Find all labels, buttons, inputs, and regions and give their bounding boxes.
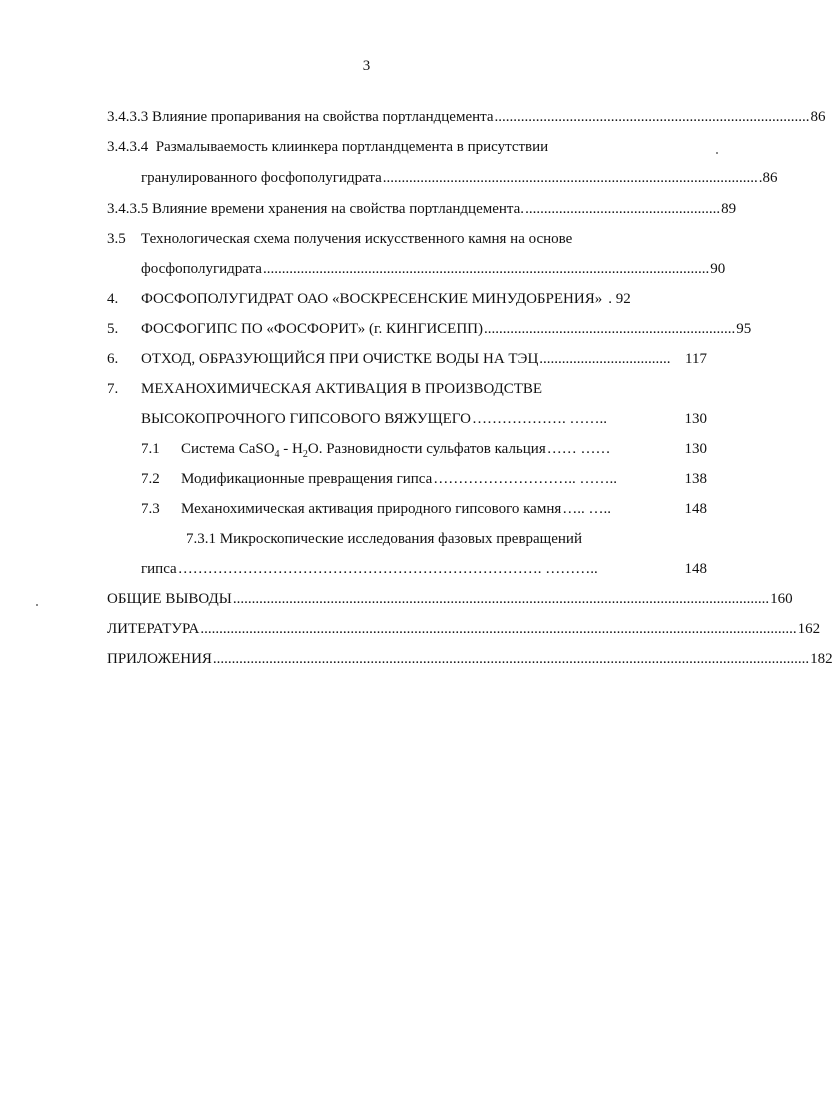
entry-title: Влияние времени хранения на свойства портландцемента. [152, 201, 525, 217]
entry-title-part: - H [279, 441, 303, 457]
dot-leader: …… …… [546, 441, 611, 457]
entry-page: 117 [685, 351, 707, 367]
dot-leader: ………………………………………………………………. ……….. [177, 561, 598, 577]
entry-title: Микроскопические исследования фазовых превращений [219, 531, 582, 547]
entry-number: 7.1 [141, 441, 160, 457]
entry-title: ПРИЛОЖЕНИЯ [107, 651, 212, 667]
toc-entry [141, 500, 707, 518]
entry-page: .86 [758, 170, 778, 186]
entry-number: 3.4.3.3 [107, 109, 149, 125]
entry-number: 3.5 [107, 231, 126, 247]
dot-leader: ............................................................................................................................................................... [212, 651, 810, 667]
subscript: 4 [274, 449, 280, 460]
entry-number: 4. [107, 291, 119, 307]
dot-leader: ………………. …….. [471, 411, 607, 427]
entry-page: 86 [810, 109, 826, 125]
entry-title: Технологическая схема получения искусственного камня на основе [141, 231, 573, 247]
entry-page: 138 [684, 471, 707, 487]
dot-leader: ............................................................................................................................................................... [200, 621, 797, 637]
dot-leader: ................................... [539, 351, 671, 367]
entry-page: 89 [721, 201, 737, 217]
entry-title-continuation: гранулированного фосфополугидрата [141, 170, 382, 186]
toc-entry [107, 650, 833, 668]
entry-page: 148 [684, 501, 707, 517]
entry-title-continuation: гипса [141, 561, 177, 577]
dot-leader: ……………………….. …….. [433, 471, 618, 487]
entry-page: 182 [810, 651, 833, 667]
entry-page: 130 [684, 411, 707, 427]
entry-title: ЛИТЕРАТУРА [107, 621, 200, 637]
entry-title-continuation: ВЫСОКОПРОЧНОГО ГИПСОВОГО ВЯЖУЩЕГО [141, 411, 471, 427]
toc-entry [107, 138, 548, 156]
entry-number: 7. [107, 381, 119, 397]
entry-title: Влияние пропаривания на свойства портландцемента [152, 109, 494, 125]
toc-entry-continuation [141, 260, 726, 278]
entry-title-part: O. Разновидности сульфатов кальция [307, 441, 546, 457]
entry-title: ОБЩИЕ ВЫВОДЫ [107, 591, 232, 607]
toc-entry-continuation [141, 410, 707, 428]
entry-title: Модификационные превращения гипса [181, 471, 433, 487]
toc-entry [141, 470, 707, 488]
dot-leader: ................................................................... [484, 321, 736, 337]
entry-title-continuation: фосфополугидрата [141, 261, 262, 277]
entry-title: Механохимическая активация природного гипсового камня [181, 501, 562, 517]
toc-entry [107, 620, 821, 638]
entry-title: ОТХОД, ОБРАЗУЮЩИЙСЯ ПРИ ОЧИСТКЕ ВОДЫ НА ТЭЦ [141, 351, 539, 367]
entry-number: 7.2 [141, 471, 160, 487]
toc-entry-continuation [141, 169, 778, 187]
toc-entry [107, 320, 752, 338]
toc-entry [107, 380, 542, 398]
scan-speck [716, 152, 718, 154]
page-number: 3 [362, 58, 371, 74]
entry-number: 7.3 [141, 501, 160, 517]
subscript: 2 [302, 449, 308, 460]
entry-number: 3.4.3.5 [107, 201, 149, 217]
dot-leader: .................................................................................................... [382, 170, 758, 186]
toc-entry [107, 290, 707, 308]
toc-entry [107, 350, 707, 368]
entry-number: 7.3.1 [186, 531, 216, 547]
entry-page: . 92 [608, 291, 631, 307]
dot-leader: ............................................................................................................................................... [232, 591, 770, 607]
entry-page: 130 [684, 441, 707, 457]
toc-entry-continuation [141, 560, 707, 578]
entry-title: Размалываемость клиинкера портландцемента в присутствии [155, 139, 549, 155]
toc-entry [107, 230, 572, 248]
entry-title: МЕХАНОХИМИЧЕСКАЯ АКТИВАЦИЯ В ПРОИЗВОДСТВЕ [141, 381, 543, 397]
scan-speck [36, 604, 38, 606]
entry-title: ФОСФОГИПС ПО «ФОСФОРИТ» (г. КИНГИСЕПП) [141, 321, 484, 337]
toc-entry [107, 200, 737, 218]
dot-leader: ....................................................................................................................... [262, 261, 710, 277]
entry-number: 3.4.3.4 [107, 139, 149, 155]
entry-page: 90 [710, 261, 726, 277]
toc-entry [186, 530, 582, 548]
toc-entry [141, 440, 707, 464]
entry-title-part: Система CaSO [181, 441, 275, 457]
dot-leader: .................................................................................... [494, 109, 810, 125]
dot-leader: ….. ….. [562, 501, 612, 517]
dot-leader: .................................................... [525, 201, 721, 217]
entry-page: 160 [770, 591, 793, 607]
entry-number: 5. [107, 321, 119, 337]
entry-page: 148 [684, 561, 707, 577]
entry-title: ФОСФОПОЛУГИДРАТ ОАО «ВОСКРЕСЕНСКИЕ МИНУДОБРЕНИЯ» [141, 291, 603, 307]
entry-page: 162 [797, 621, 821, 637]
toc-entry [107, 108, 826, 126]
entry-page: 95 [736, 321, 752, 337]
toc-entry [107, 590, 793, 608]
entry-number: 6. [107, 351, 119, 367]
